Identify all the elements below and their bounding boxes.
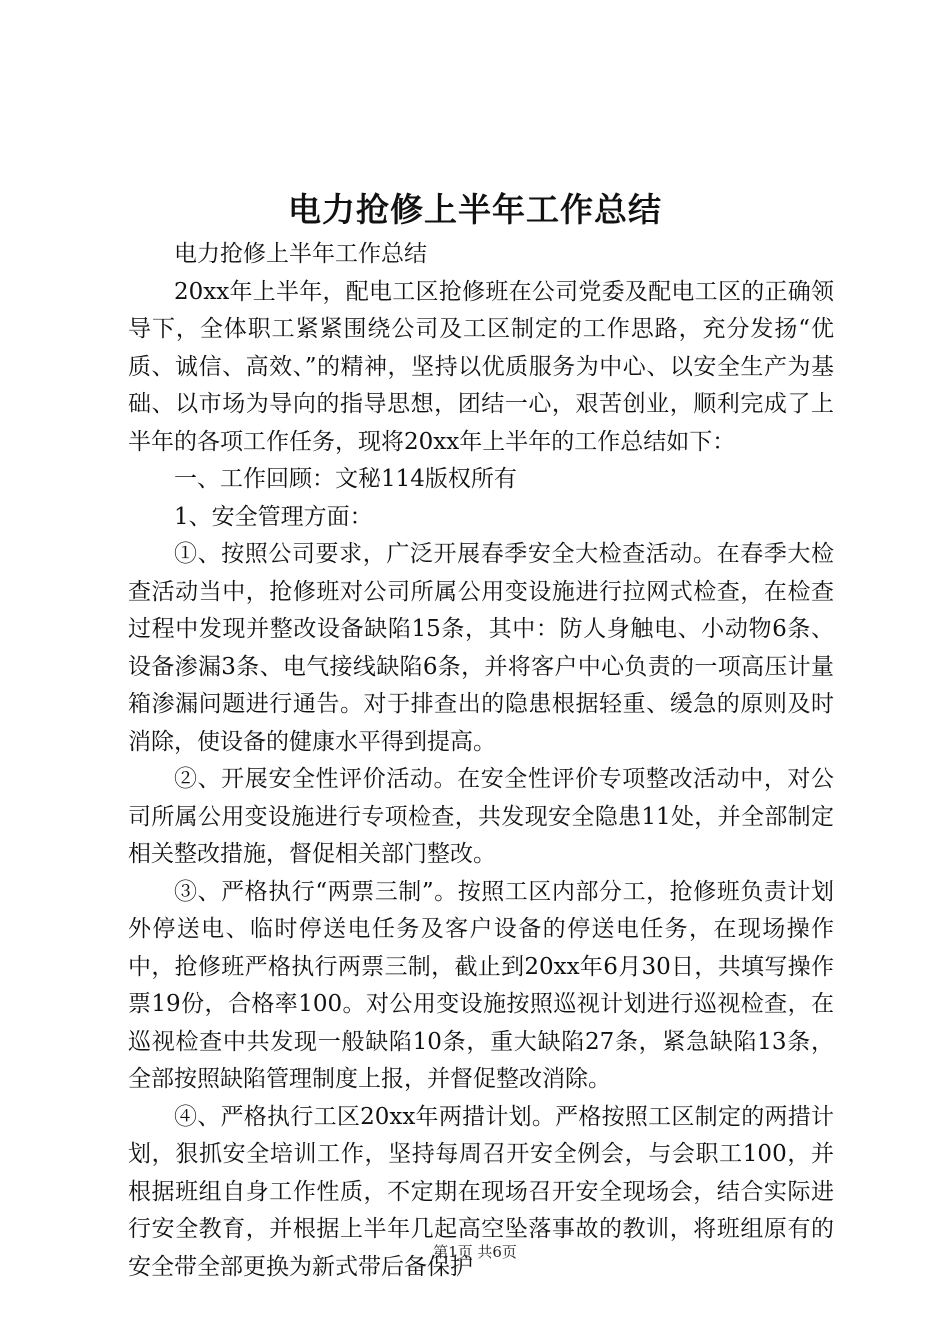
paragraph-item-2: ②、开展安全性评价活动。在安全性评价专项整改活动中，对公司所属公用变设施进行专项检查，共发现安全隐患11处，并全部制定相关整改措施，督促相关部门整改。 (128, 766, 834, 867)
paragraph-item-3: ③、严格执行“两票三制”。按照工区内部分工，抢修班负责计划外停送电、临时停送电任务及客户设备的停送电任务，在现场操作中，抢修班严格执行两票三制，截止到20xx年6月30日，共填写操作票19份，合格率100。对公用变设施按照巡视计划进行巡视检查，在巡视检查中共发现一般缺陷10条，重大缺陷27条，紧急缺陷13条，全部按照缺陷管理制度上报，并督促整改消除。 (128, 878, 834, 1092)
document-body (128, 236, 834, 1286)
document-title: 电力抢修上半年工作总结 (288, 190, 662, 229)
section-heading: 一、工作回顾：文秘114版权所有 (174, 466, 517, 492)
paragraph-item-1: ①、按照公司要求，广泛开展春季安全大检查活动。在春季大检查活动当中，抢修班对公司所属公用变设施进行拉网式检查，在检查过程中发现并整改设备缺陷15条，其中：防人身触电、小动物6条、设备渗漏3条、电气接线缺陷6条，并将客户中心负责的一项高压计量箱渗漏问题进行通告。对于排查出的隐患根据轻重、缓急的原则及时消除，使设备的健康水平得到提高。 (128, 541, 834, 755)
page-footer: 第1页 共6页 (433, 1243, 517, 1261)
paragraph-subtitle: 电力抢修上半年工作总结 (174, 241, 427, 267)
subsection-heading: 1、安全管理方面： (174, 503, 373, 530)
paragraph-intro: 20xx年上半年，配电工区抢修班在公司党委及配电工区的正确领导下，全体职工紧紧围绕公司及工区制定的工作思路，充分发扬“优质、诚信、高效、”的精神，坚持以优质服务为中心、以安全生产为基础、以市场为导向的指导思想，团结一心，艰苦创业，顺利完成了上半年的各项工作任务，现将20xx年上半年的工作总结如下： (128, 278, 834, 455)
paragraph-item-4: ④、严格执行工区20xx年两措计划。严格按照工区制定的两措计划，狠抓安全培训工作，坚持每周召开安全例会，与会职工100，并根据班组自身工作性质，不定期在现场召开安全现场会，结合实际进行安全教育，并根据上半年几起高空坠落事故的教训，将班组原有的安全带全部更换为新式带后备保护 (128, 1103, 834, 1280)
